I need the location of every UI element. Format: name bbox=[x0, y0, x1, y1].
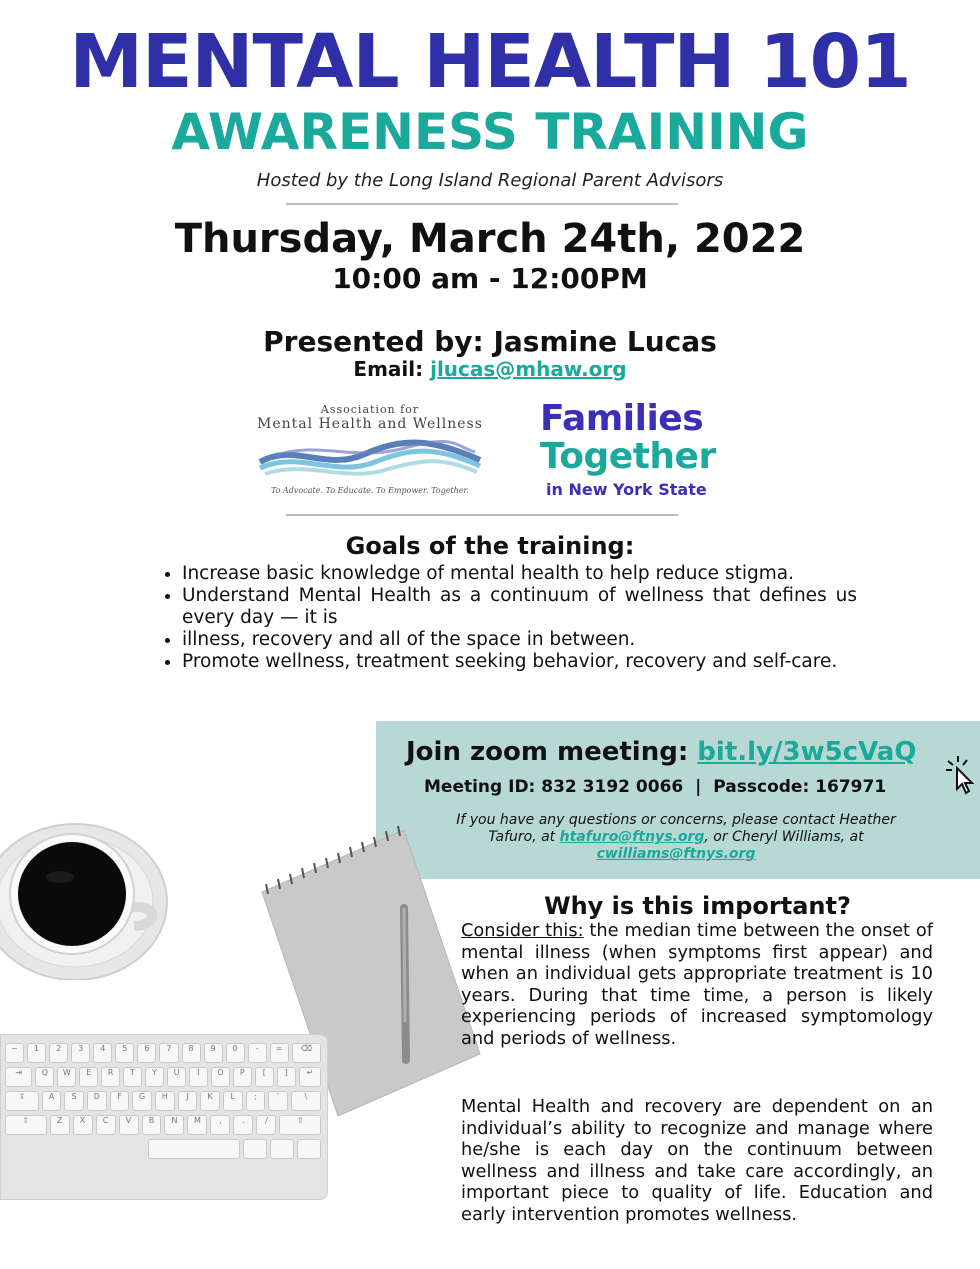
key: ~ bbox=[5, 1043, 24, 1063]
contact-email-heather[interactable]: htafuro@ftnys.org bbox=[559, 829, 705, 845]
key: 9 bbox=[204, 1043, 223, 1063]
presenter: Presented by: Jasmine Lucas bbox=[263, 325, 717, 358]
email-label: Email: bbox=[353, 357, 424, 381]
key: 2 bbox=[49, 1043, 68, 1063]
contact-note bbox=[446, 812, 906, 863]
goal-item: • illness, recovery and all of the space in between. bbox=[182, 629, 857, 651]
meeting-separator: | bbox=[695, 777, 702, 797]
goals-list bbox=[160, 563, 857, 673]
consider-label: Consider this: bbox=[461, 920, 584, 941]
key bbox=[243, 1139, 267, 1159]
key: 5 bbox=[115, 1043, 134, 1063]
wave-icon bbox=[255, 432, 485, 482]
key: T bbox=[123, 1067, 142, 1087]
key: Z bbox=[50, 1115, 70, 1135]
key: D bbox=[87, 1091, 107, 1111]
key: H bbox=[155, 1091, 175, 1111]
meeting-id: Meeting ID: 832 3192 0066 bbox=[424, 777, 684, 797]
event-date: Thursday, March 24th, 2022 bbox=[174, 216, 806, 262]
key: V bbox=[119, 1115, 139, 1135]
key: 4 bbox=[93, 1043, 112, 1063]
key: L bbox=[223, 1091, 243, 1111]
key: R bbox=[101, 1067, 120, 1087]
meeting-passcode: Passcode: 167971 bbox=[713, 777, 887, 797]
key: ⇪ bbox=[5, 1091, 39, 1111]
key bbox=[297, 1139, 321, 1159]
association-line2: Mental Health and Wellness bbox=[257, 416, 483, 432]
event-time: 10:00 am - 12:00PM bbox=[332, 262, 648, 295]
zoom-join-line bbox=[406, 737, 916, 767]
key: 0 bbox=[226, 1043, 245, 1063]
goals-title: Goals of the training: bbox=[345, 532, 635, 560]
key: ; bbox=[246, 1091, 266, 1111]
key: Q bbox=[35, 1067, 54, 1087]
why-paragraph-2: Mental Health and recovery are dependent on an individual’s ability to recognize and manage where he/she is each day on the continuum between wellness and illness and take care accordingly, an important piece to quality of life. Education and early intervention promotes wellness. bbox=[461, 1096, 933, 1225]
key: ] bbox=[277, 1067, 296, 1087]
key: K bbox=[200, 1091, 220, 1111]
key: ⇥ bbox=[5, 1067, 32, 1087]
key bbox=[270, 1139, 294, 1159]
why-paragraph-1-text: the median time between the onset of mental illness (when symptoms first appear) and when an individual gets appropriate treatment is 10 years. During that time time, a person is likely experiencing periods of increased symptomology and periods of wellness. bbox=[461, 920, 933, 1049]
goal-item: • Understand Mental Health as a continuum of wellness that defines us every day — it is bbox=[182, 585, 857, 629]
contact-middle: , or Cheryl Williams, at bbox=[704, 829, 864, 845]
presenter-email-line bbox=[0, 357, 980, 381]
key: W bbox=[57, 1067, 76, 1087]
title-main: MENTAL HEALTH 101 bbox=[69, 19, 911, 105]
key: B bbox=[142, 1115, 162, 1135]
key: ⇧ bbox=[5, 1115, 47, 1135]
space-key bbox=[148, 1139, 240, 1159]
key: / bbox=[256, 1115, 276, 1135]
coffee-cup-image bbox=[0, 822, 170, 980]
key: 6 bbox=[137, 1043, 156, 1063]
association-tagline: To Advocate. To Educate. To Empower. Together. bbox=[270, 486, 470, 495]
cursor-click-icon bbox=[944, 755, 978, 795]
divider-top bbox=[286, 203, 678, 205]
nys-word: in New York State bbox=[546, 480, 707, 499]
meeting-info bbox=[424, 777, 886, 797]
key: ⌫ bbox=[292, 1043, 321, 1063]
keyboard-image bbox=[0, 1034, 328, 1200]
key: M bbox=[187, 1115, 207, 1135]
key: 1 bbox=[27, 1043, 46, 1063]
key: N bbox=[164, 1115, 184, 1135]
key: 7 bbox=[159, 1043, 178, 1063]
key: . bbox=[233, 1115, 253, 1135]
association-line1: Association for bbox=[320, 403, 420, 416]
contact-prefix: If you have any questions or concerns, please contact Heather Tafuro, at bbox=[456, 812, 896, 845]
presenter-email-link[interactable]: jlucas@mhaw.org bbox=[430, 357, 627, 381]
title-sub: AWARENESS TRAINING bbox=[171, 103, 809, 161]
key: 3 bbox=[71, 1043, 90, 1063]
why-title: Why is this important? bbox=[544, 892, 851, 920]
divider-bottom bbox=[286, 514, 678, 516]
key: 8 bbox=[182, 1043, 201, 1063]
families-together-logo bbox=[540, 400, 740, 499]
key: E bbox=[79, 1067, 98, 1087]
why-paragraph-1 bbox=[461, 920, 933, 1049]
key: P bbox=[233, 1067, 252, 1087]
contact-email-cheryl[interactable]: cwilliams@ftnys.org bbox=[596, 846, 756, 862]
key: X bbox=[73, 1115, 93, 1135]
key: S bbox=[64, 1091, 84, 1111]
key: [ bbox=[255, 1067, 274, 1087]
key: U bbox=[167, 1067, 186, 1087]
zoom-join-label: Join zoom meeting: bbox=[406, 737, 689, 767]
key: A bbox=[42, 1091, 62, 1111]
hosted-by: Hosted by the Long Island Regional Parent Advisors bbox=[256, 170, 724, 191]
key: ↵ bbox=[299, 1067, 321, 1087]
key: I bbox=[189, 1067, 208, 1087]
key: O bbox=[211, 1067, 230, 1087]
families-word: Families bbox=[540, 398, 704, 439]
key: - bbox=[248, 1043, 267, 1063]
goal-item: • Promote wellness, treatment seeking behavior, recovery and self-care. bbox=[182, 651, 857, 673]
key: ' bbox=[268, 1091, 288, 1111]
association-logo bbox=[255, 403, 485, 493]
key: F bbox=[110, 1091, 130, 1111]
key: = bbox=[270, 1043, 289, 1063]
key: G bbox=[132, 1091, 152, 1111]
together-word: Together bbox=[540, 436, 716, 477]
key: , bbox=[210, 1115, 230, 1135]
key: C bbox=[96, 1115, 116, 1135]
key: \ bbox=[291, 1091, 321, 1111]
zoom-link[interactable]: bit.ly/3w5cVaQ bbox=[697, 737, 917, 767]
key: J bbox=[178, 1091, 198, 1111]
key: Y bbox=[145, 1067, 164, 1087]
key: ⇧ bbox=[279, 1115, 321, 1135]
goal-item: • Increase basic knowledge of mental health to help reduce stigma. bbox=[182, 563, 857, 585]
